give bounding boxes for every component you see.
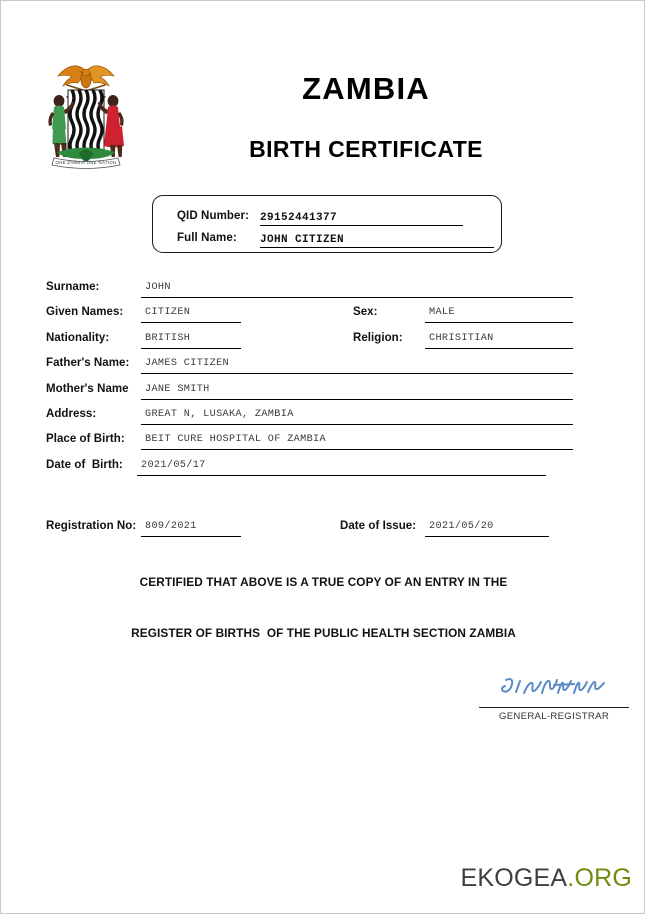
- document-header: [1, 1, 645, 181]
- qid-number-field: [260, 207, 463, 226]
- qid-summary-box: [152, 195, 502, 253]
- signature-block: [479, 673, 629, 722]
- qid-number-row: [153, 207, 633, 229]
- father-name-field: [141, 356, 573, 374]
- full-name-label: Full Name:: [177, 232, 237, 244]
- mother-name-value: JANE SMITH: [145, 383, 210, 395]
- registration-row: [1, 518, 645, 544]
- signature-caption: GENERAL-REGISTRAR: [498, 711, 610, 722]
- field-row-place-of-birth: [1, 431, 645, 456]
- site-watermark: [461, 864, 633, 893]
- address-field: [141, 407, 573, 425]
- address-label: Address:: [46, 407, 97, 420]
- zambia-coat-of-arms-icon: [37, 57, 135, 171]
- svg-text:ONE ZAMBIA ONE NATION: ONE ZAMBIA ONE NATION: [55, 160, 117, 165]
- surname-label: Surname:: [46, 281, 100, 293]
- full-name-row: [153, 229, 633, 251]
- date-of-birth-label: Date of Birth:: [46, 458, 123, 471]
- handwritten-signature-icon: [479, 673, 629, 707]
- religion-label: Religion:: [353, 331, 403, 344]
- registration-no-value: 809/2021: [145, 521, 197, 532]
- date-of-issue-value: 2021/05/20: [429, 521, 494, 532]
- given-names-field: [141, 305, 241, 323]
- field-row-address: [1, 406, 645, 431]
- title-block: [151, 73, 581, 161]
- nationality-field: [141, 331, 241, 349]
- father-name-value: JAMES CITIZEN: [145, 358, 230, 370]
- full-name-field: [260, 229, 494, 248]
- address-value: GREAT N, LUSAKA, ZAMBIA: [145, 408, 294, 420]
- nationality-value: BRITISH: [145, 332, 191, 344]
- qid-number-label: QID Number:: [177, 210, 250, 222]
- field-row-father: [1, 355, 645, 380]
- religion-value: CHRISITIAN: [429, 332, 494, 344]
- nationality-label: Nationality:: [46, 331, 110, 344]
- place-of-birth-value: BEIT CURE HOSPITAL OF ZAMBIA: [145, 434, 326, 446]
- mother-name-field: [141, 382, 573, 400]
- religion-field: [425, 331, 573, 349]
- date-of-birth-value: 2021/05/17: [141, 459, 206, 471]
- watermark-tld: .ORG: [567, 864, 632, 892]
- field-row-mother: [1, 381, 645, 406]
- sex-value: MALE: [429, 307, 455, 319]
- father-name-label: Father's Name:: [46, 357, 130, 370]
- registration-no-label: Registration No:: [46, 520, 137, 532]
- certification-line-2: REGISTER OF BIRTHS OF THE PUBLIC HEALTH SECTION ZAMBIA: [131, 626, 516, 640]
- signature-rule: [479, 707, 629, 708]
- date-of-birth-field: [137, 458, 546, 476]
- qid-number-value: 29152441377: [260, 212, 338, 224]
- date-of-issue-label: Date of Issue:: [340, 520, 417, 532]
- sex-label: Sex:: [353, 306, 378, 319]
- given-names-label: Given Names:: [46, 306, 124, 319]
- mother-name-label: Mother's Name: [46, 382, 129, 395]
- certificate-fields: [1, 279, 645, 482]
- registration-no-field: [141, 519, 241, 537]
- page-subtitle: BIRTH CERTIFICATE: [249, 136, 483, 162]
- place-of-birth-label: Place of Birth:: [46, 433, 125, 446]
- page-title: ZAMBIA: [302, 71, 430, 106]
- given-names-value: CITIZEN: [145, 307, 191, 319]
- place-of-birth-field: [141, 432, 573, 450]
- field-row-given-names: [1, 304, 645, 329]
- field-row-date-of-birth: [1, 457, 645, 482]
- certification-line-1: CERTIFIED THAT ABOVE IS A TRUE COPY OF AN ENTRY IN THE: [139, 575, 508, 589]
- watermark-name: EKOGEA: [460, 864, 568, 892]
- date-of-issue-field: [425, 519, 549, 537]
- field-row-surname: [1, 279, 645, 304]
- surname-field: [141, 280, 573, 298]
- sex-field: [425, 305, 573, 323]
- field-row-nationality: [1, 330, 645, 355]
- full-name-value: JOHN CITIZEN: [260, 234, 345, 246]
- surname-value: JOHN: [145, 282, 171, 293]
